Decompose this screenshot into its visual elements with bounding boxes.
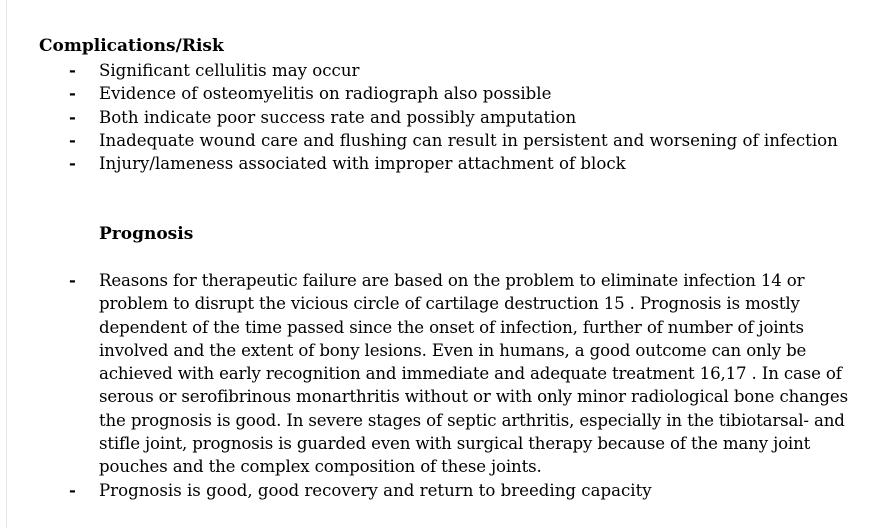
list-item-text: Prognosis is good, good recovery and return to breeding capacity	[99, 480, 652, 500]
paragraph-line: dependent of the time passed since the onset of infection, further of number of joints	[99, 317, 804, 337]
dash-bullet-icon: -	[69, 270, 76, 290]
prognosis-heading: Prognosis	[99, 224, 194, 244]
prognosis-list	[0, 269, 879, 502]
paragraph-line: the prognosis is good. In severe stages of septic arthritis, especially in the tibiotarsal- and	[99, 410, 845, 430]
list-item	[0, 82, 838, 105]
list-item	[0, 269, 879, 479]
list-item-text: Inadequate wound care and flushing can result in persistent and worsening of infection	[99, 130, 838, 150]
paragraph-line: Reasons for therapeutic failure are based on the problem to eliminate infection 14 or	[99, 271, 805, 290]
list-item-text: Evidence of osteomyelitis on radiograph also possible	[99, 84, 552, 104]
list-item	[0, 59, 838, 82]
paragraph-line: pouches and the complex composition of these joints.	[99, 457, 542, 477]
list-item	[0, 479, 879, 502]
list-item	[0, 106, 838, 129]
paragraph-line: problem to disrupt the vicious circle of cartilage destruction 15 . Prognosis is mostly	[99, 294, 800, 314]
paragraph-line: achieved with early recognition and immediate and adequate treatment 16,17 . In case of	[99, 364, 842, 384]
list-item	[0, 129, 838, 152]
paragraph-line: serous or serofibrinous monarthritis without or with only minor radiological bone changes	[99, 387, 848, 407]
list-item-text: Injury/lameness associated with improper attachment of block	[99, 154, 626, 174]
prognosis-paragraph	[99, 269, 879, 479]
dash-bullet-icon: -	[69, 60, 76, 80]
complications-heading: Complications/Risk	[39, 36, 224, 56]
dash-bullet-icon: -	[69, 129, 76, 150]
dash-bullet-icon: -	[69, 83, 76, 104]
paragraph-line: involved and the extent of bony lesions. Even in humans, a good outcome can only be	[99, 340, 807, 360]
list-item-text: Significant cellulitis may occur	[99, 61, 360, 80]
dash-bullet-icon: -	[69, 153, 76, 174]
paragraph-line: stifle joint, prognosis is guarded even with surgical therapy because of the many joint	[99, 434, 811, 454]
list-item-text: Both indicate poor success rate and possibly amputation	[99, 107, 577, 127]
dash-bullet-icon: -	[69, 106, 76, 127]
complications-list	[0, 59, 838, 175]
list-item	[0, 152, 838, 175]
dash-bullet-icon: -	[69, 479, 76, 500]
